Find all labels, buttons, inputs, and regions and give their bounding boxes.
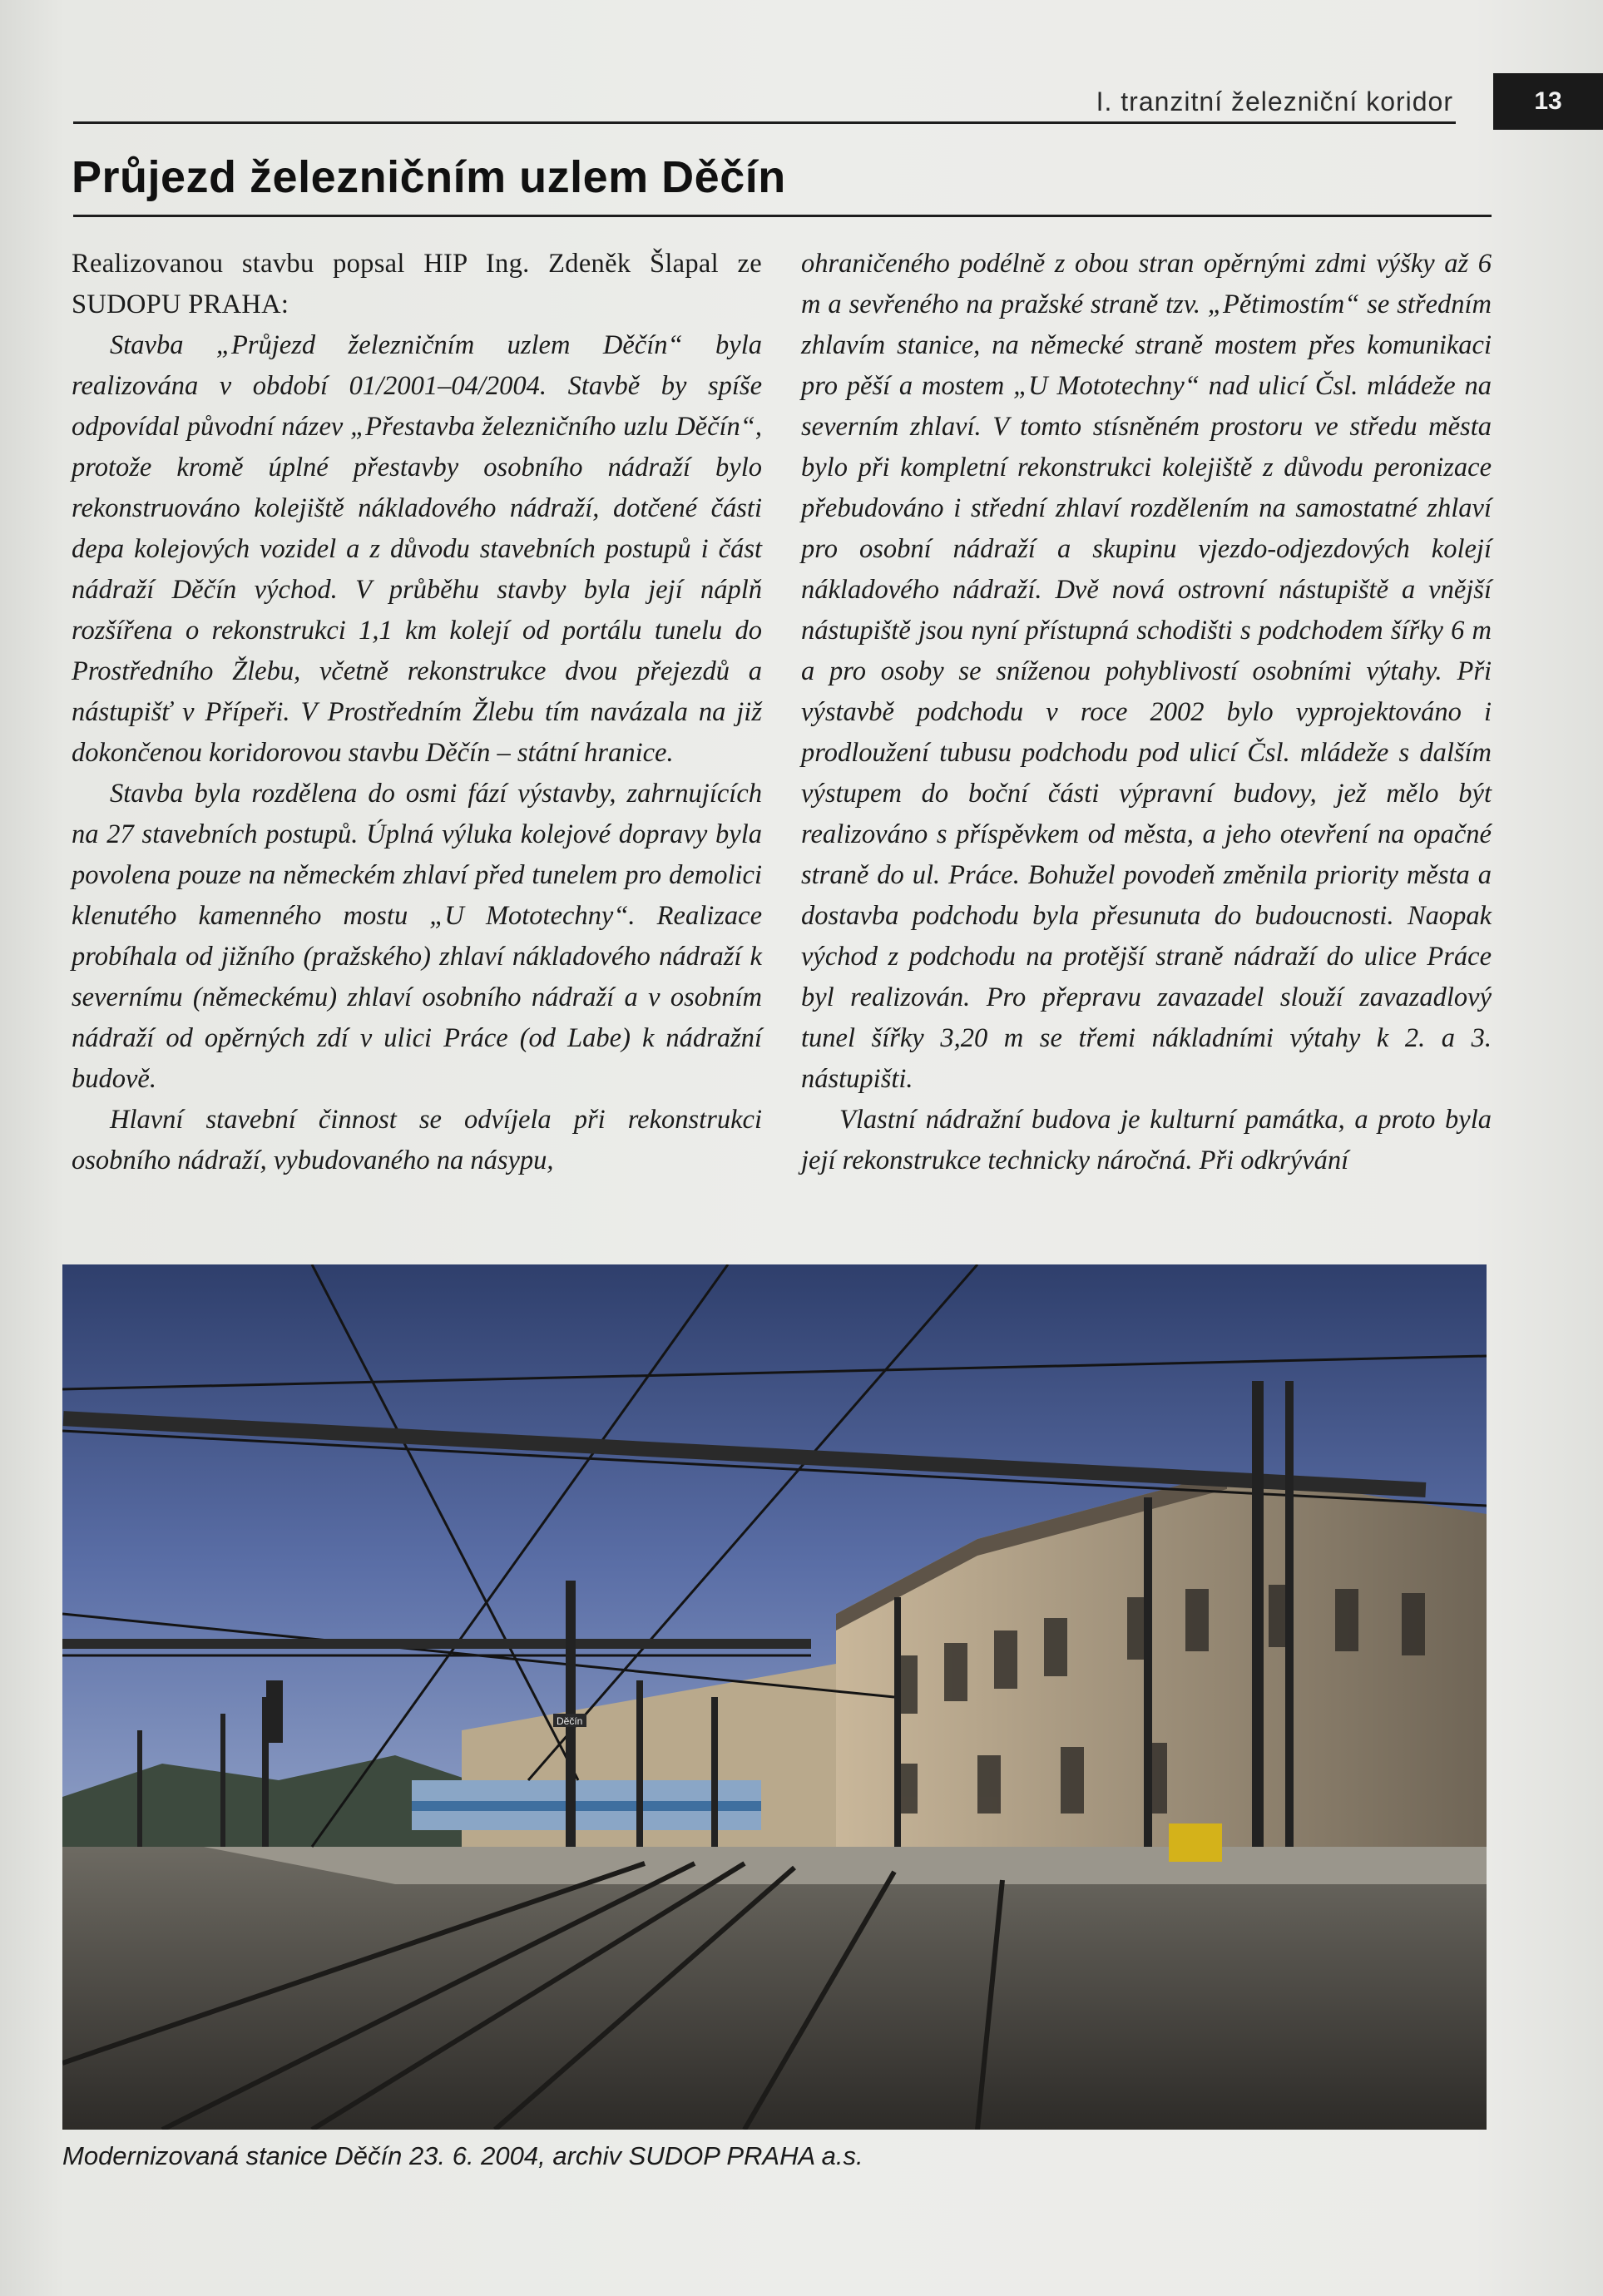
running-head: I. tranzitní železniční koridor — [1096, 87, 1453, 116]
photo-caption: Modernizovaná stanice Děčín 23. 6. 2004, archiv SUDOP PRAHA a.s. — [62, 2141, 863, 2170]
station-sign: Děčín — [557, 1715, 583, 1727]
body-paragraph: ohraničeného podélně z obou stran opěrnými zdmi výšky až 6 m a sevřeného na pražské straně tzv. „Pětimostím“ se středním zhlavím stanice, na německé straně mostem přes komunikaci pro pěší a mostem „U Mototechny“ nad ulicí Čsl. mládeže na severním zhlaví. V tomto stísněném prostoru ve středu města bylo při kompletní rekonstrukci kolejiště z důvodu peronizace přebudováno i střední zhlaví rozdělením na samostatné zhlaví pro osobní nádraží a skupinu vjezdo-odjezdových kolejí nákladového nádraží. Dvě nová ostrovní nástupiště a vnější nástupiště jsou nyní přístupná schodišti s podchodem šířky 6 m a pro osoby se sníženou pohyblivostí osobními výtahy. Při výstavbě podchodu v roce 2002 bylo vyprojektováno i prodloužení tubusu podchodu pod ulicí Čsl. mládeže s dalším výstupem do boční části výpravní budovy, jež mělo být realizováno s příspěvkem od města, a jeho otevření na opačné straně do ul. Práce. Bohužel povodeň změnila priority města a dostavba podchodu byla přesunuta do budoucnosti. Naopak východ z podchodu na protější straně nádraží do ulice Práce byl realizován. Pro přepravu zavazadel slouží zavazadlový tunel šířky 3,20 m se třemi nákladními výtahy k 2. a 3. nástupišti. — [801, 249, 1492, 1094]
body-paragraph: Hlavní stavební činnost se odvíjela při rekonstrukci osobního nádraží, vybudovaného na násypu, — [72, 1105, 762, 1175]
title-rule — [73, 215, 1492, 217]
page-number: 13 — [1493, 73, 1603, 130]
body-paragraph: Stavba byla rozdělena do osmi fází výstavby, zahrnujících na 27 stavebních postupů. Úplná výluka kolejové dopravy byla povolena pouze na německém zhlaví před tunelem pro demolici klenutého kamenného mostu „U Mototechny“. Realizace probíhala od jižního (pražského) zhlaví nákladového nádraží k severnímu (německému) zhlaví osobního nádraží a v osobním nádraží od opěrných zdí v ulici Práce (od Labe) k nádražní budově. — [72, 779, 762, 1094]
body-paragraph: Vlastní nádražní budova je kulturní památka, a proto byla její rekonstrukce technicky náročná. Při odkrývání — [801, 1105, 1492, 1175]
body-paragraph: Stavba „Průjezd železničním uzlem Děčín“ byla realizována v období 01/2001–04/2004. Stavbě by spíše odpovídal původní název „Přestavba železničního uzlu Děčín“, protože kromě úplné přestavby osobního nádraží bylo rekonstruováno kolejiště nákladového nádraží, dotčené části depa kolejových vozidel a z důvodu stavebních postupů i část nádraží Děčín východ. V průběhu stavby byla její náplň rozšířena o rekonstrukci 1,1 km kolejí od portálu tunelu do Prostředního Žlebu, včetně rekonstrukce dvou přejezdů a nástupišť v Přípeři. V Prostředním Žlebu tím navázala na již dokončenou koridorovou stavbu Děčín – státní hranice. — [72, 330, 762, 768]
article-title: Průjezd železničním uzlem Děčín — [72, 152, 786, 202]
station-photo — [62, 1264, 1487, 2130]
right-column — [801, 244, 1492, 1181]
header-rule — [73, 121, 1456, 124]
left-column — [72, 244, 762, 1181]
intro-paragraph: Realizovanou stavbu popsal HIP Ing. Zdeněk Šlapal ze SUDOPU PRAHA: — [72, 249, 762, 319]
